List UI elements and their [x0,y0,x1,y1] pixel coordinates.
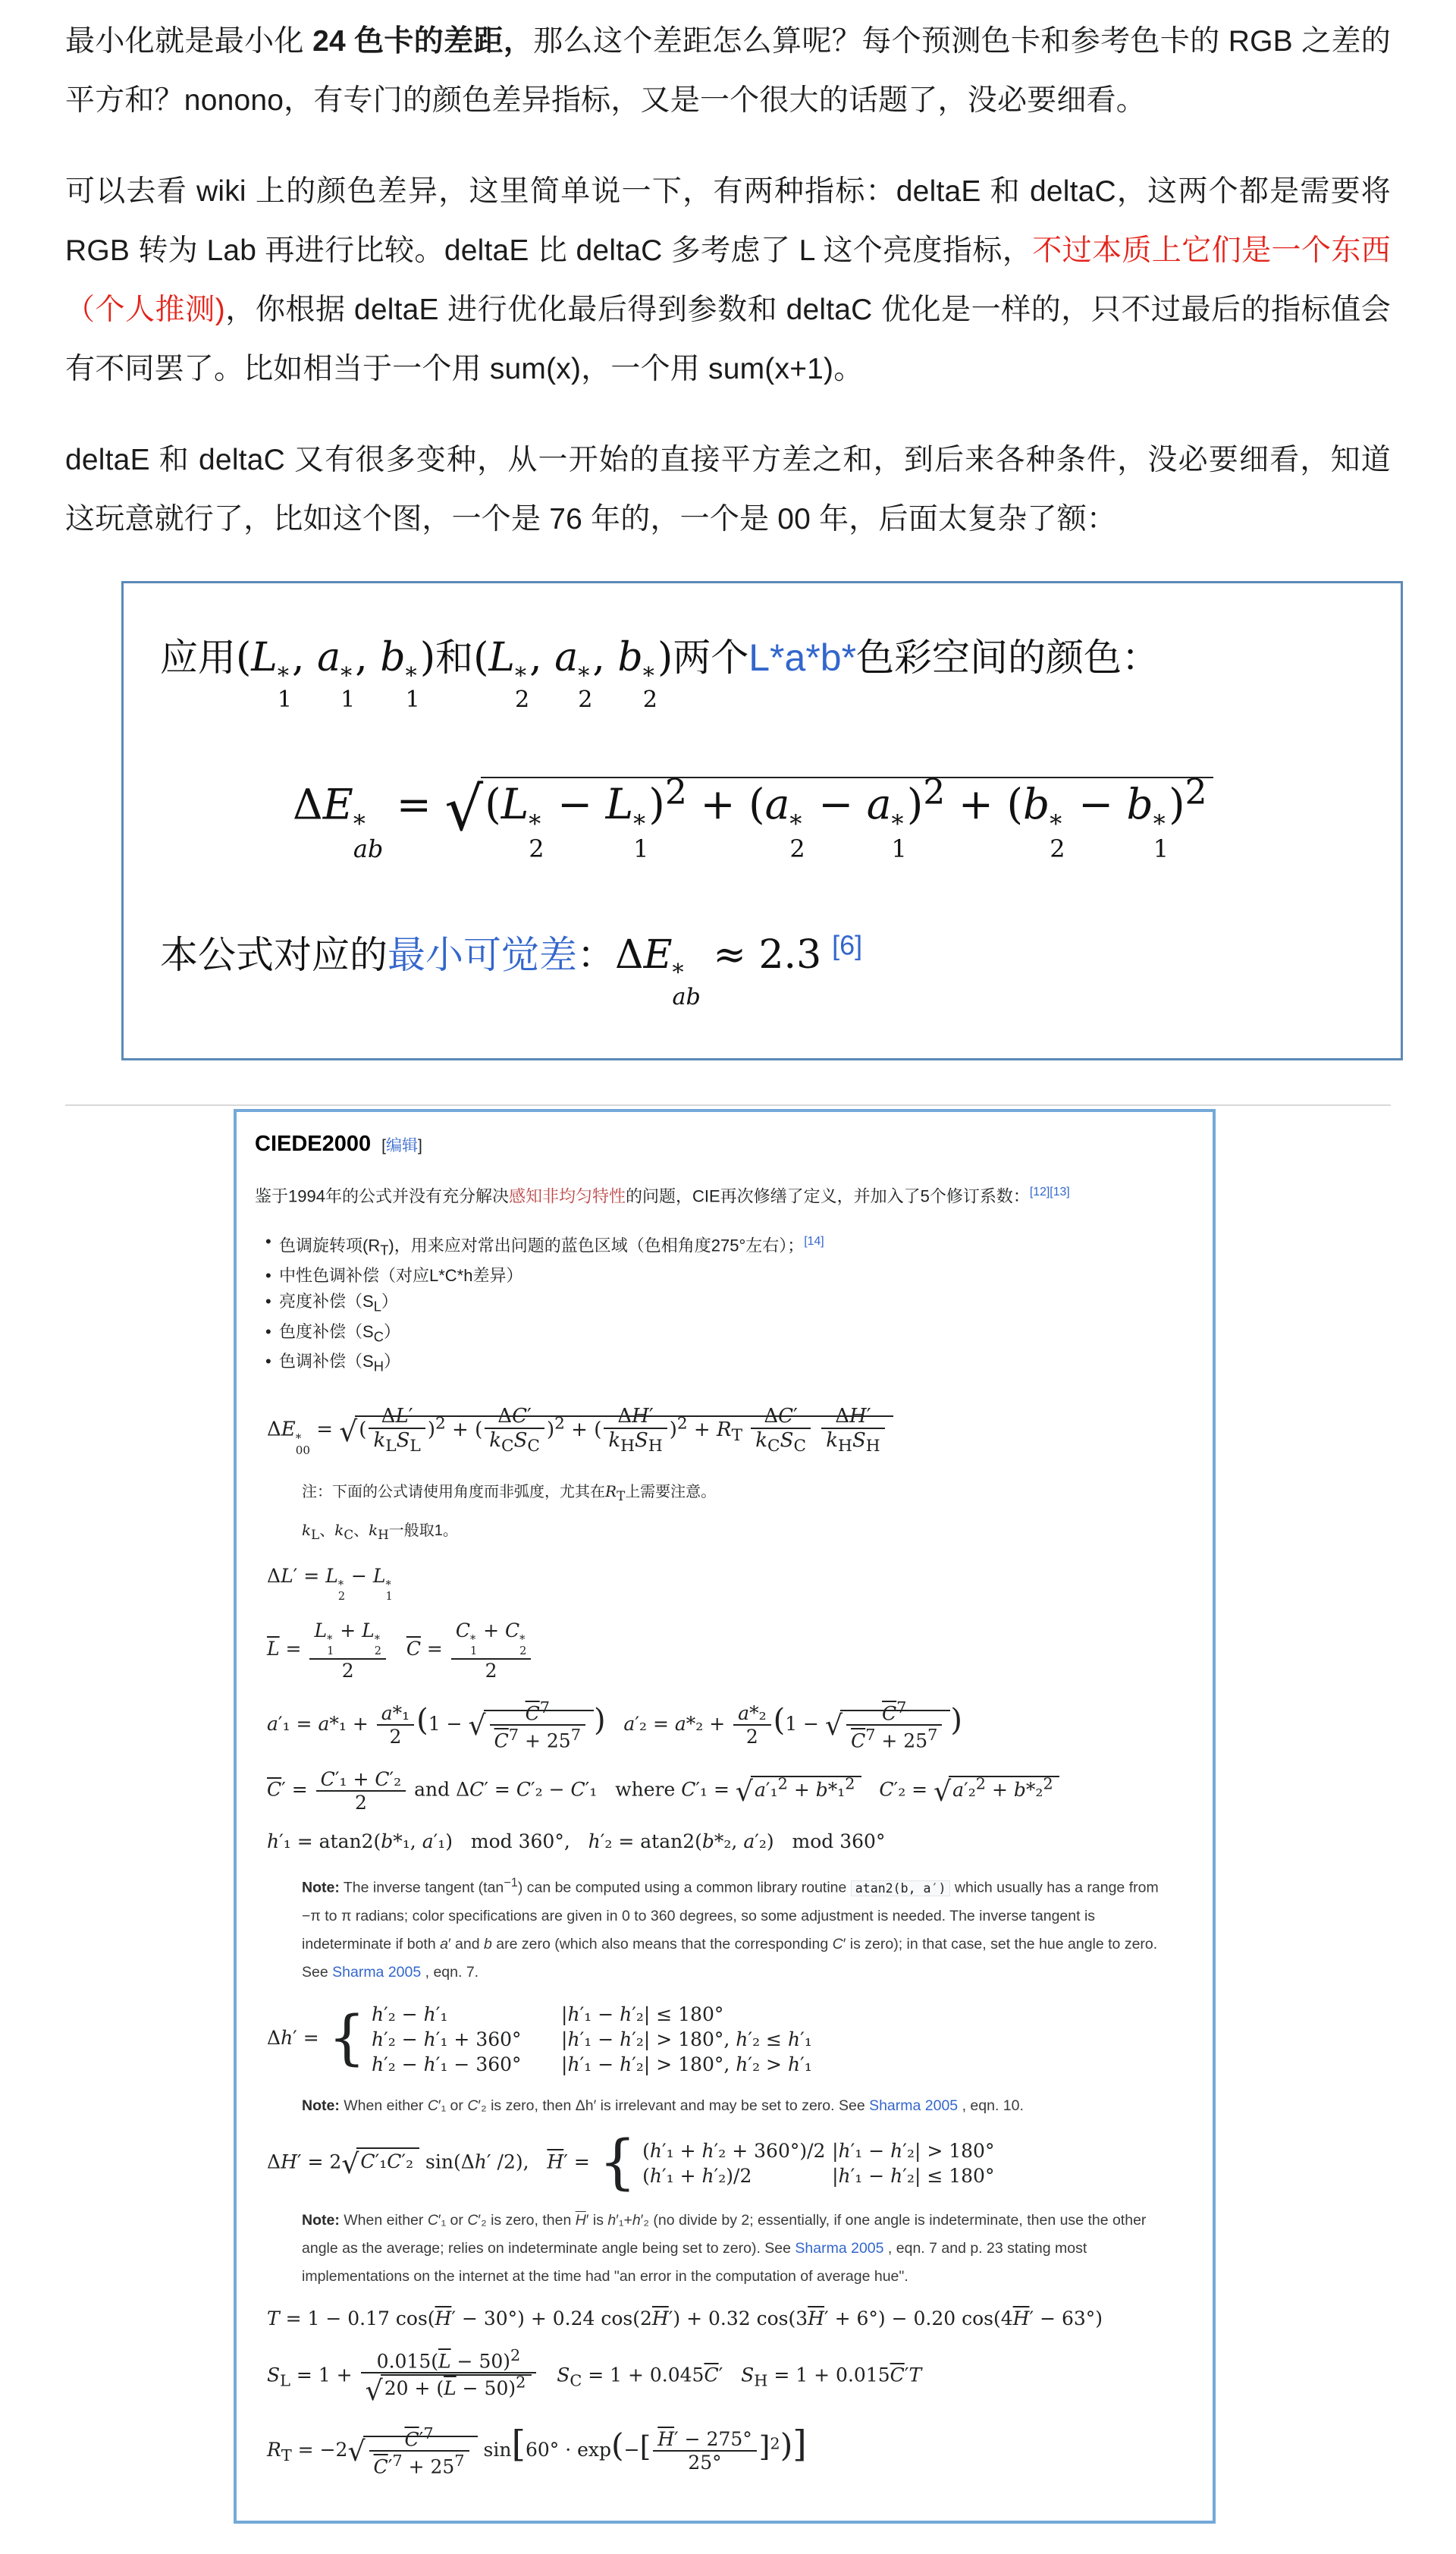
note-hbar-average: Note: When either C′₁ or C′₂ is zero, then $\overline{H}'$ is h′₁+h′₂ (no divide by 2; essentially, if one angle is indeterminate, then use the other angle as the average; relies on indeterminate angle being set to zero). See Sharma 2005 , eqn. 7 and p. 23 stating most implementations on the internet at the time had "an error in the computation of average hue". [302,2211,1147,2285]
cie76-delta-e-formula: ΔE * ab = √(L * 2 − L * 1 )$^2$ + (a * 2 − a * 1 )$^2$ + (b * 2 − b * 1 )$^2$ [293,771,1370,862]
note-delta-h-zero: Note: When either C′₁ or C′₂ is zero, then Δh′ is irrelevant and may be set to zero. See Sharma 2005 , eqn. 10. [302,2097,1024,2114]
jnd-link[interactable]: 最小可觉差 [388,933,577,976]
formula-sl-sc-sh: $S_L = 1$ + $\frac{0.015(\overline{L} - 50)^2}{√20 + (\overline{L} - 50)^2}$ $S_C = 1 + 0.045\overline{C}'$ $S_H = 1 + 0.015\overline{C}'T$ [267,2345,922,2407]
list-item: • 色调补偿$(S_H)$ [262,1349,1193,1379]
note-degrees-vs-radians: 注：下面的公式请使用角度而非弧度，尤其在$R_T$上需要注意。 [302,1481,717,1503]
cie76-intro-line: 应用(L * 1 , a * 1 , b * 1 )和(L * 2 , a * 2 , b * 2 )两个L*a*b*色彩空间的颜色： [160,635,1160,714]
edit-link[interactable]: 编辑 [386,1136,418,1154]
note-k-values: $k_L$、$k_C$、$k_H$一般取1。 [302,1520,458,1542]
atan2-code: atan2(b, a′) [851,1880,951,1896]
ciede2000-wiki-screenshot [234,1109,1216,2524]
ciede2000-section-title: CIEDE2000 [255,1131,372,1156]
formula-cbar-prime: $\overline{C}'$ = $\frac{\text{C′₁ + C′₂}}{2}$ and ΔC′ = C′₂ − C′₁ where C′₁ = √a′₁$^2$ + b*₁$^2$ C′₂ = √a′₂$^2$ + b*₂$^2$ [267,1768,1193,1814]
formula-delta-H-hbar: ΔH′ = 2√C′₁C′₂ sin(Δh′ /2), $\overline{H}'$ = { (h′₁ + h′₂ + 360°)/2 |h′₁ − h′₂| > 180° (h′₁ + h′₂)/2 |h′₁ − h′₂| ≤ 180° [267,2128,995,2197]
formula-delta-e00: ΔE * 00 = √( ΔL′ $k_LS_L$ )$^2$ + ( ΔC′ $k_CS_C$ )$^2$ + ( ΔH′ $k_HS_H$ )$^2 + R_T$ ΔC′ $k_CS_C$ ΔH′ $k_HS_H$ [267,1405,1193,1457]
paragraph-2: 可以去看 wiki 上的颜色差异，这里简单说一下，有两种指标：deltaE 和 deltaC，这两个都是需要将 RGB 转为 Lab 再进行比较。deltaE 比 deltaC 多考虑了 L 这个亮度指标，不过本质上它们是一个东西（个人推测)，你根据 deltaE 进行优化最后得到参数和 deltaC 优化是一样的，只不过最后的指标值会有不同罢了。比如相当于一个用 sum(x)，一个用 sum(x+1)。 [65,175,1392,385]
perceptual-nonuniformity-link[interactable]: 感知非均匀特性 [508,1186,626,1205]
formula-a-prime: a′₁ = a*₁ + $\frac{\text{a*₁}}{2}$ (1 − √ $\frac{C^7}{\overline{C}^7 + 25^7}$ ) a′₂ = a*₂ + $\frac{\text{a*₂}}{2}$ (1 − √ $\frac{C^7}{\overline{C}^7 + 25^7}$ ) [267,1698,962,1752]
list-item: • 色调旋转项$(R_T)$，用来应对常出问题的蓝色区域（色相角度275°左右）；[14] [262,1229,1193,1263]
ref-14-link[interactable]: [14] [804,1234,824,1248]
cie76-formula-figure [121,581,1403,1060]
cie76-jnd-caption: 本公式对应的最小可觉差：ΔE * ab ≈ 2.3 [6] [160,929,863,1010]
formula-h-prime: h′₁ = atan2(b*₁, a′₁) mod 360°, h′₂ = atan2(b*₂, a′₂) mod 360° [267,1830,886,1853]
list-item: • 色度补偿$(S_C)$ [262,1319,1193,1349]
ref-6-link[interactable]: [6] [832,929,863,961]
formula-delta-h-prime-cases: Δh′ = { h′₂ − h′₁ |h′₁ − h′₂| ≤ 180° h′₂ − h′₁ + 360° |h′₁ − h′₂| > 180°, h′₂ ≤ h′₁ h′₂ − h′₁ − 360° |h′₁ − h′₂| > 180°, h′₂ > h′₁ [267,2003,812,2075]
ciede2000-title-row [255,1132,1193,1157]
divider-line [65,1104,1391,1106]
sharma-2005-link[interactable]: Sharma 2005 [795,2239,884,2257]
sharma-2005-link[interactable]: Sharma 2005 [869,2097,959,2114]
sharma-2005-link[interactable]: Sharma 2005 [332,1963,422,1981]
paragraph-3: deltaE 和 deltaC 又有很多变种，从一开始的直接平方差之和，到后来各种条件，没必要细看，知道这玩意就行了，比如这个图，一个是 76 年的，一个是 00 年，后面太复杂了额： [65,444,1391,536]
paragraph-1: 最小化就是最小化 24 色卡的差距，那么这个差距怎么算呢？每个预测色卡和参考色卡的 RGB 之差的平方和？nonono，有专门的颜色差异指标，又是一个很大的话题了，没必要细看。 [65,25,1392,117]
formula-t: T = 1 − 0.17 $\cos(\overline{H}' - 30^\circ) + 0.24$ $\cos(2\overline{H}') + 0.32$ $\cos(3\overline{H}' + 6^\circ) - 0.20$ $\cos(4\overline{H}' - 63^\circ)$ [267,2307,1103,2329]
ref-12-13-link[interactable]: [12][13] [1029,1185,1070,1198]
ciede2000-intro-text: 鉴于1994年的公式并没有充分解决感知非均匀特性的问题，CIE再次修缮了定义，并加入了5个修订系数：[12][13] [255,1185,1070,1205]
edit-section-link[interactable]: [编辑] [381,1136,422,1154]
note-inverse-tangent: Note: The inverse tangent $(\tan^{-1})$ can be computed using a common library routine atan2(b, a′) which usually has a range from −π to π radians; color specifications are given in 0 to 360 degrees, so some adjustment is needed. The inverse tangent is indeterminate if both a′ and b are zero (which also means that the corresponding C′ is zero); in that case, set the hue angle to zero. See Sharma 2005 , eqn. 7. [302,1876,1159,1981]
formula-lbar-cbar: $\overline{L}$ = L * 1 + L * 2 2 $\overline{C}$ = C * 1 + C * 2 2 [267,1619,1193,1681]
list-item: • 中性色调补偿（对应L*C*h差异） [262,1263,1193,1289]
red-emphasis-text: 不过本质上它们是一个东西（个人推测) [65,234,1391,326]
list-item: • 亮度补偿$(S_L)$ [262,1289,1193,1319]
revision-coefficients-list [262,1229,1193,1379]
formula-delta-l-prime: ΔL′ = L * 2 − L * 1 [267,1564,393,1604]
formula-rt: $R_T = -2√$ $\frac{C'^7}{\overline{C}'^7 + 25^7}$ sin[60° · exp(−[ $\frac{\overline{H}' - 275^\circ}{25^\circ}$ ]$^2$)] [267,2423,807,2478]
lab-color-space-link[interactable]: L*a*b* [748,636,857,679]
